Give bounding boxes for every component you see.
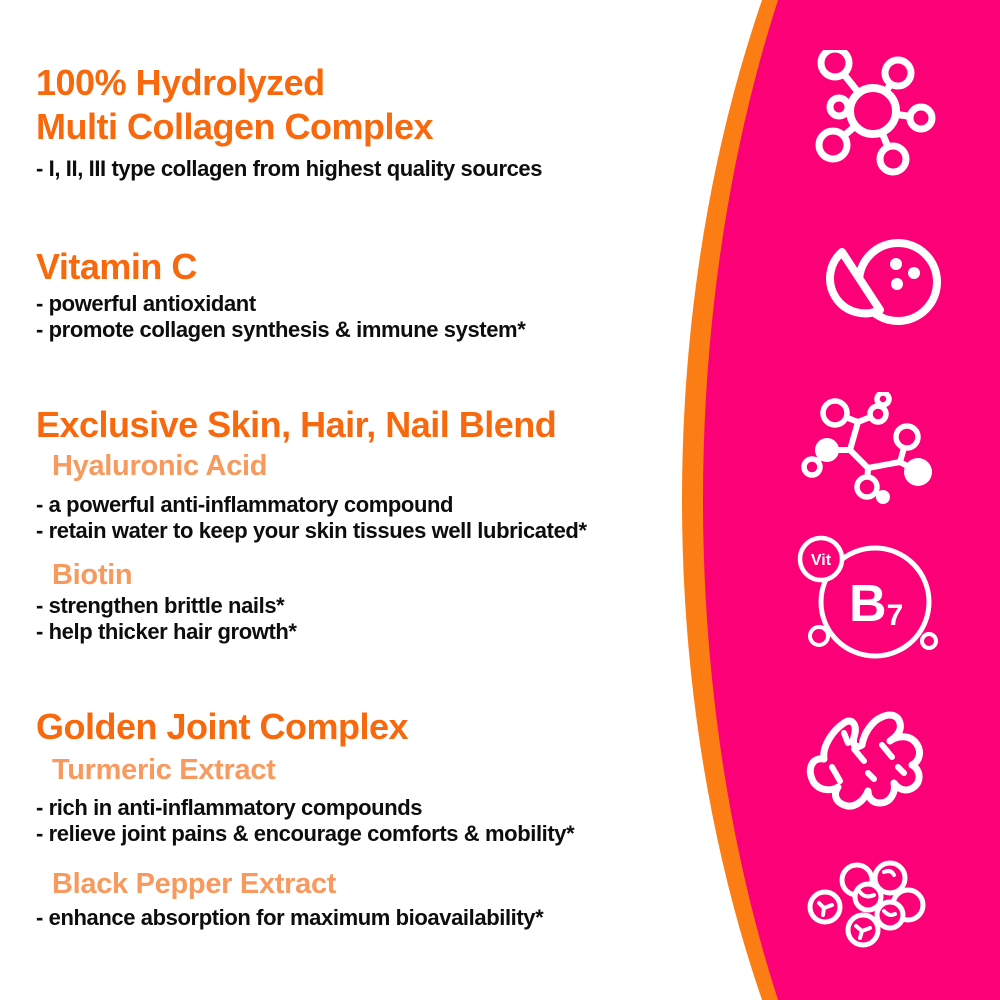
hyaluronic-molecule-icon [800,392,935,512]
ginger-root-icon [798,705,943,835]
black-pepper-icon [805,855,940,960]
subsection-heading: Turmeric Extract [52,754,276,786]
vit-badge-label: Vit [810,552,832,569]
bullet-point: - promote collagen synthesis & immune system* [36,317,526,342]
bullet-point: - relieve joint pains & encourage comforts & mobility* [36,821,575,846]
section-heading: Multi Collagen Complex [36,106,434,147]
b7-label: B7 [849,575,904,633]
bullet-point: - rich in anti-inflammatory compounds [36,795,423,820]
section-heading: Exclusive Skin, Hair, Nail Blend [36,404,557,445]
collagen-molecule-icon [805,50,945,185]
bullet-point: - I, II, III type collagen from highest quality sources [36,156,543,181]
subsection-heading: Biotin [52,559,133,591]
vitamin-b7-icon [795,535,945,660]
subsection-heading: Hyaluronic Acid [52,450,268,482]
bullet-point: - strengthen brittle nails* [36,593,285,618]
bullet-point: - help thicker hair growth* [36,619,297,644]
bullet-point: - retain water to keep your skin tissues well lubricated* [36,518,587,543]
section-heading: Golden Joint Complex [36,706,409,747]
section-heading: 100% Hydrolyzed [36,62,325,103]
subsection-heading: Black Pepper Extract [52,868,337,900]
vitamin-c-orange-icon [810,232,955,337]
bullet-point: - powerful antioxidant [36,291,256,316]
section-heading: Vitamin C [36,246,197,287]
bullet-point: - enhance absorption for maximum bioavailability* [36,905,544,930]
bullet-point: - a powerful anti-inflammatory compound [36,492,454,517]
